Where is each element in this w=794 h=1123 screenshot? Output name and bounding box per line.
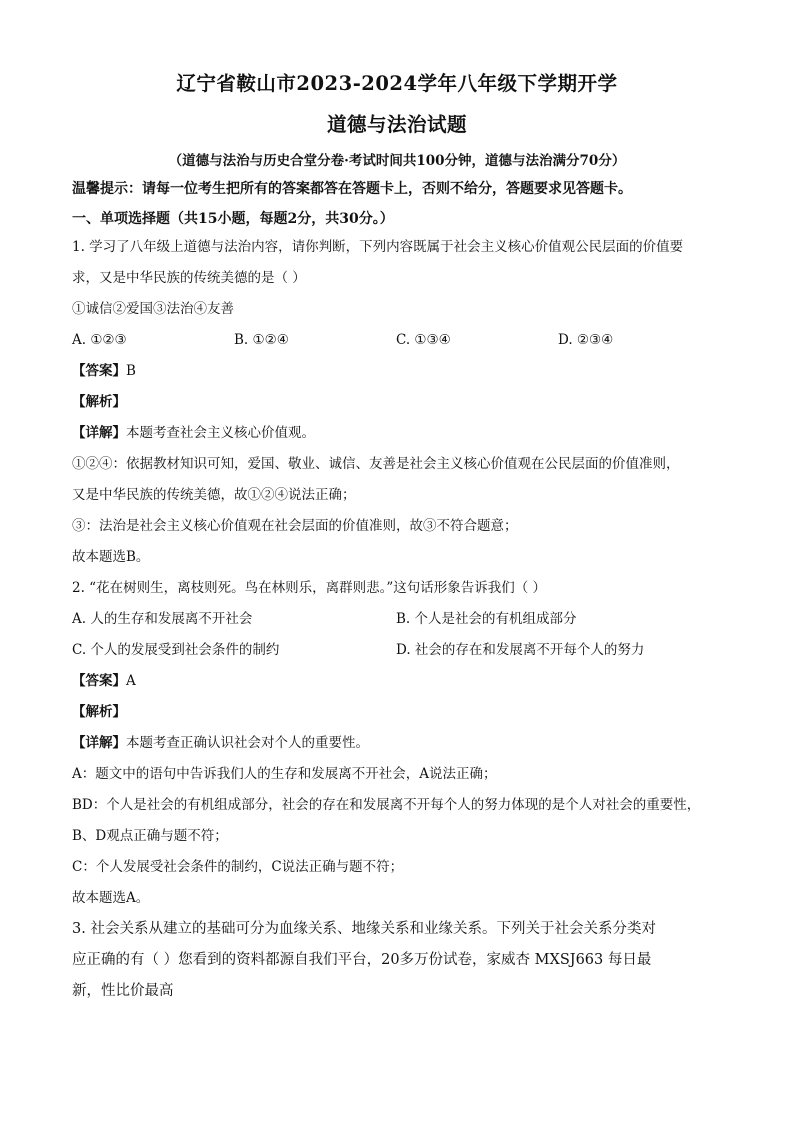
q1-option-d: D. ②③④ xyxy=(558,332,614,348)
q2-options-row2 xyxy=(72,640,722,660)
warm-tip: 温馨提示：请每一位考生把所有的答案都答在答题卡上，否则不给分，答题要求见答题卡。 xyxy=(72,181,632,197)
q1-analysis-tag: 【解析】 xyxy=(72,394,126,410)
q1-conclusion: 故本题选B。 xyxy=(72,549,150,565)
question-3 xyxy=(72,919,722,1001)
q2-stem: 2. “花在树则生，离枝则死。鸟在林则乐，离群则悲。”这句话形象告诉我们（ ） xyxy=(72,580,547,596)
question-1 xyxy=(72,237,722,567)
q1-option-b: B. ①②④ xyxy=(234,332,289,348)
q2-option-a: A. 人的生存和发展离不开社会 xyxy=(72,611,253,627)
q1-explanation-1b: 又是中华民族的传统美德，故①②④说法正确； xyxy=(72,487,356,503)
q2-detail xyxy=(72,733,722,753)
q2-options-row1 xyxy=(72,609,722,629)
q1-options xyxy=(72,330,722,350)
q1-answer xyxy=(72,361,722,381)
section-heading: 一、单项选择题（共15小题，每题2分，共30分。） xyxy=(72,211,394,227)
q1-option-c: C. ①③④ xyxy=(396,332,451,348)
q2-option-d: D. 社会的存在和发展离不开每个人的努力 xyxy=(396,642,645,658)
q1-items: ①诚信②爱国③法治④友善 xyxy=(72,301,234,317)
q1-option-a: A. ①②③ xyxy=(72,332,127,348)
q2-conclusion: 故本题选A。 xyxy=(72,890,150,906)
q2-answer xyxy=(72,671,722,691)
q1-explanation-1a: ①②④：依据教材知识可知，爱国、敬业、诚信、友善是社会主义核心价值观在公民层面的价值准则， xyxy=(72,456,680,472)
q1-detail-tag: 【详解】 xyxy=(72,425,126,441)
q1-answer-tag: 【答案】 xyxy=(72,363,126,379)
question-2 xyxy=(72,578,722,908)
q1-answer-value: B xyxy=(126,363,136,379)
q2-option-c: C. 个人的发展受到社会条件的制约 xyxy=(72,642,280,658)
q1-stem-line2: 求，又是中华民族的传统美德的是（ ） xyxy=(72,270,306,286)
q3-stem-line3: 新，性比价最高 xyxy=(72,983,174,999)
q2-explanation-bd-2: B、D观点正确与题不符； xyxy=(72,828,228,844)
document-title-line2: 道德与法治试题 xyxy=(326,113,467,136)
q1-detail xyxy=(72,423,722,443)
q2-explanation-bd-1: BD：个人是社会的有机组成部分，社会的存在和发展离不开每个人的努力体现的是个人对社会的重要性， xyxy=(72,797,701,813)
q3-stem-line1: 3. 社会关系从建立的基础可分为血缘关系、地缘关系和业缘关系。下列关于社会关系分类对 xyxy=(72,921,656,937)
q2-analysis-tag: 【解析】 xyxy=(72,704,126,720)
q2-answer-tag: 【答案】 xyxy=(72,673,126,689)
q1-detail-text: 本题考查社会主义核心价值观。 xyxy=(126,425,315,441)
q2-option-b: B. 个人是社会的有机组成部分 xyxy=(396,611,577,627)
document-title-line1: 辽宁省鞍山市2023-2024学年八年级下学期开学 xyxy=(176,72,618,95)
q2-detail-text: 本题考查正确认识社会对个人的重要性。 xyxy=(126,735,369,751)
q2-explanation-c: C：个人发展受社会条件的制约，C说法正确与题不符； xyxy=(72,859,404,875)
q1-explanation-2: ③：法治是社会主义核心价值观在社会层面的价值准则，故③不符合题意； xyxy=(72,518,518,534)
q1-stem-line1: 1. 学习了八年级上道德与法治内容，请你判断，下列内容既属于社会主义核心价值观公民层面的价值要 xyxy=(72,239,684,255)
q3-stem-line2: 应正确的有（ ）您看到的资料都源自我们平台，20多万份试卷，家威杏 MXSJ663 每日最 xyxy=(72,952,652,968)
q2-detail-tag: 【详解】 xyxy=(72,735,126,751)
q2-explanation-a: A：题文中的语句中告诉我们人的生存和发展离不开社会，A说法正确； xyxy=(72,766,497,782)
document-subtitle: （道德与法治与历史合堂分卷·考试时间共100分钟，道德与法治满分70分） xyxy=(168,153,626,169)
q2-answer-value: A xyxy=(126,673,136,689)
